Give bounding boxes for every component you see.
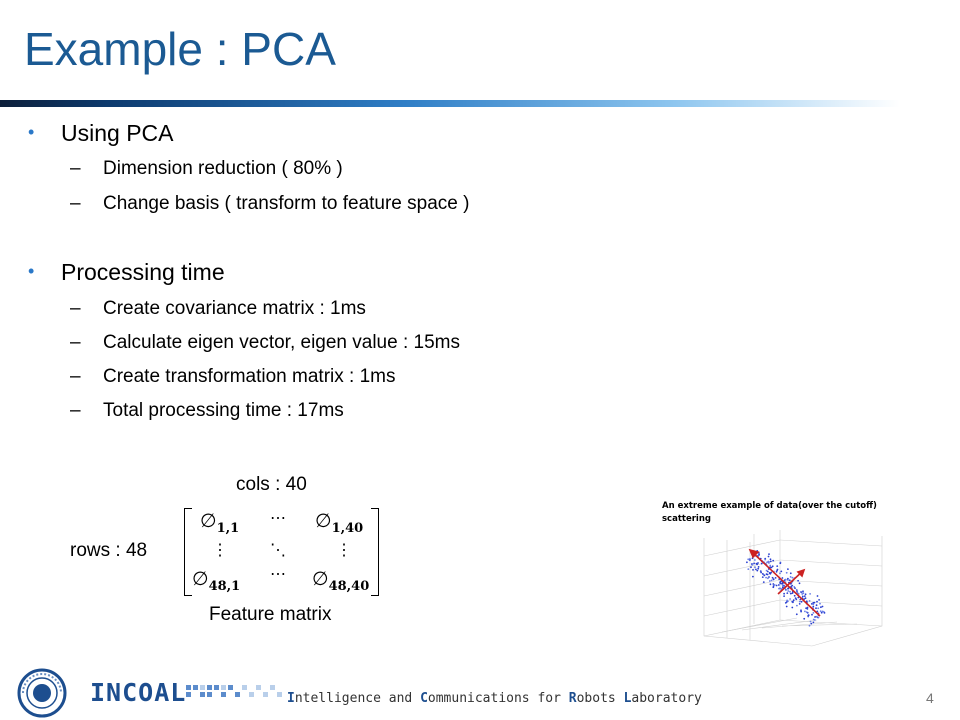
scatter-point [793, 599, 795, 601]
scatter-point [776, 565, 778, 567]
scatter-point [780, 581, 782, 583]
scatter-point [757, 562, 759, 564]
scatter-point [796, 605, 798, 607]
lab-part: aboratory [631, 691, 702, 706]
scatter-point [786, 606, 788, 608]
scatter-point [807, 607, 809, 609]
matrix-caption: Feature matrix [209, 604, 332, 625]
scatter-point [779, 583, 781, 585]
scatter-point [810, 621, 812, 623]
cell-index: 1,1 [216, 520, 240, 536]
scatter-point [787, 568, 789, 570]
scatter-point [758, 553, 760, 555]
scatter-point [754, 566, 756, 568]
bullet-dot: • [28, 261, 35, 281]
scatter-point [778, 584, 780, 586]
sub-bullet [70, 298, 366, 320]
scatter-point [797, 580, 799, 582]
scatter-point [779, 572, 781, 574]
scatter-point [801, 601, 803, 603]
feature-matrix [60, 470, 420, 640]
scatter-point [770, 561, 772, 563]
scatter-point [768, 562, 770, 564]
cols-label: cols : 40 [236, 474, 307, 495]
scatter-point [771, 567, 773, 569]
scatter-point [820, 606, 822, 608]
scatter-point [817, 595, 819, 597]
scatter-point [766, 573, 768, 575]
phi-symbol: ∅ [200, 510, 217, 532]
dash: – [70, 193, 81, 214]
scatter-point [781, 583, 783, 585]
scatter-point [815, 607, 817, 609]
incoal-logo: INCOAL [90, 678, 187, 707]
cell-top-right [315, 510, 363, 536]
scatter-point [747, 558, 749, 560]
hdots: ⋯ [270, 508, 286, 527]
scatter-point [755, 569, 757, 571]
lab-initial: C [420, 691, 428, 706]
sub-bullet [70, 193, 470, 215]
lab-part: ntelligence and [294, 691, 421, 706]
cell-bottom-right [312, 568, 369, 594]
sub-text: Create transformation matrix : 1ms [103, 366, 396, 387]
scatter-point [749, 559, 751, 561]
scatter-point [790, 572, 792, 574]
cell-top-left [200, 510, 239, 536]
scatter-point [785, 602, 787, 604]
scatter-point [786, 592, 788, 594]
hdots: ⋯ [270, 564, 286, 583]
scatter-point [816, 601, 818, 603]
left-bracket [184, 508, 192, 596]
dash: – [70, 366, 81, 387]
scatter-point [819, 603, 821, 605]
dash: – [70, 298, 81, 319]
scatter-point [753, 563, 755, 565]
scatter-point [775, 577, 777, 579]
bullet-processing-time [28, 259, 225, 286]
scatter-point [785, 589, 787, 591]
scatter-point [750, 566, 752, 568]
lab-initial: L [623, 691, 632, 706]
scatter-point [762, 576, 764, 578]
scatter-point [752, 576, 754, 578]
scatter-point [780, 571, 782, 573]
scatter-point [768, 553, 770, 555]
scatter-point [813, 612, 815, 614]
scatter-point [786, 600, 788, 602]
sub-bullet [70, 332, 460, 354]
right-bracket [371, 508, 379, 596]
scatter-point [789, 579, 791, 581]
sub-bullet [70, 400, 344, 422]
bullet-dot: • [28, 122, 35, 142]
scatter-point [773, 579, 775, 581]
scatter-point [792, 577, 794, 579]
dash: – [70, 332, 81, 353]
scatter-point [761, 563, 763, 565]
scatter-point [799, 601, 801, 603]
scatter-point [804, 611, 806, 613]
scatter-point [794, 587, 796, 589]
scatter-point [802, 596, 804, 598]
scatter-point [789, 598, 791, 600]
title-underline [0, 100, 900, 107]
scatter-point [806, 611, 808, 613]
scatter-point [765, 577, 767, 579]
scatter-point [809, 593, 811, 595]
sub-text: Change basis ( transform to feature space ) [103, 193, 470, 214]
phi-symbol: ∅ [192, 568, 209, 590]
sub-text: Create covariance matrix : 1ms [103, 298, 366, 319]
bullet-text: Processing time [61, 259, 225, 285]
scatter-point [791, 607, 793, 609]
rows-label: rows : 48 [70, 540, 148, 561]
scatter-point [772, 560, 774, 562]
scatter-point [777, 569, 779, 571]
scatter-point [763, 581, 765, 583]
scatter-point [817, 607, 819, 609]
scatter-point [789, 591, 791, 593]
scatter-point [747, 568, 749, 570]
lab-initial: I [287, 691, 295, 706]
sub-bullet [70, 158, 343, 180]
scatter-point [764, 559, 766, 561]
dash: – [70, 158, 81, 179]
university-seal-icon [15, 668, 69, 718]
scatter-point [760, 572, 762, 574]
scatter-point [821, 612, 823, 614]
lab-name [287, 691, 702, 706]
scatter-point [792, 601, 794, 603]
scatter-point [783, 595, 785, 597]
scatter-point [786, 572, 788, 574]
vdots: ⋮ [336, 540, 352, 559]
scatter-point [809, 600, 811, 602]
scatter-point [776, 571, 778, 573]
scatter-point [803, 592, 805, 594]
scatter-point [799, 582, 801, 584]
scatter-point [820, 610, 822, 612]
vdots: ⋮ [212, 540, 228, 559]
ddots: ⋱ [270, 540, 286, 559]
scatter-point [778, 588, 780, 590]
scatter-point [782, 577, 784, 579]
scatter-point [757, 568, 759, 570]
cell-index: 1,40 [331, 520, 364, 536]
sub-text: Total processing time : 17ms [103, 400, 344, 421]
scatter-point [769, 565, 771, 567]
scatter-points [746, 550, 825, 627]
slide-title: Example : PCA [24, 23, 336, 75]
scatter-point [770, 558, 772, 560]
scatter-point [783, 593, 785, 595]
scatter-point [813, 622, 815, 624]
scatter-point [799, 603, 801, 605]
scatter-point [814, 616, 816, 618]
scatter-point [787, 588, 789, 590]
scatter-point [800, 609, 802, 611]
scatter-point [794, 595, 796, 597]
scatter-point [769, 580, 771, 582]
scatter-point [768, 556, 770, 558]
inset-caption: An extreme example of data(over the cutoff) scattering [662, 501, 877, 524]
scatter-point [771, 580, 773, 582]
scatter-point [812, 606, 814, 608]
scatter-point [796, 613, 798, 615]
lab-initial: R [568, 691, 577, 706]
scatter-point [790, 576, 792, 578]
scatter-point [752, 569, 754, 571]
scatter-point [818, 599, 820, 601]
scatter-point [792, 592, 794, 594]
scatter-point [818, 617, 820, 619]
phi-symbol: ∅ [315, 510, 332, 532]
scatter-point [767, 577, 769, 579]
scatter-point [774, 584, 776, 586]
scatter-point [762, 573, 764, 575]
scatter-point [811, 614, 813, 616]
lab-part: ommunications for [427, 691, 569, 706]
scatter-point [814, 602, 816, 604]
scatter-point [754, 559, 756, 561]
scatter-point [766, 570, 768, 572]
scatter-point [816, 604, 818, 606]
scatter-point [770, 583, 772, 585]
scatter-point [787, 590, 789, 592]
scatter-point [764, 575, 766, 577]
scatter-point [785, 579, 787, 581]
scatter-point [756, 570, 758, 572]
sub-text: Calculate eigen vector, eigen value : 15ms [103, 332, 460, 353]
scatter-point [814, 619, 816, 621]
scatter-point [800, 591, 802, 593]
scatter-point [772, 577, 774, 579]
scatter-point [809, 625, 811, 627]
scatter-point [769, 573, 771, 575]
scatter-point [803, 618, 805, 620]
scatter-point [812, 603, 814, 605]
bullet-using-pca [28, 120, 174, 147]
cell-bottom-left [192, 568, 240, 594]
scatter-point [790, 593, 792, 595]
sub-text: Dimension reduction ( 80% ) [103, 158, 343, 179]
cell-index: 48,40 [328, 578, 370, 594]
scatter-plot-3d [692, 528, 892, 658]
scatter-point [808, 614, 810, 616]
scatter-point [758, 566, 760, 568]
scatter-point [746, 561, 748, 563]
scatter-point [779, 562, 781, 564]
scatter-point [802, 590, 804, 592]
scatter-point [756, 563, 758, 565]
bullet-text: Using PCA [61, 120, 174, 146]
scatter-point [824, 612, 826, 614]
dash: – [70, 400, 81, 421]
scatter-point [804, 595, 806, 597]
scatter-point [752, 563, 754, 565]
page-number: 4 [926, 690, 934, 706]
scatter-point [795, 597, 797, 599]
cell-index: 48,1 [208, 578, 241, 594]
scatter-point [796, 590, 798, 592]
sub-bullet [70, 366, 396, 388]
phi-symbol: ∅ [312, 568, 329, 590]
scatter-point [787, 578, 789, 580]
scatter-point [776, 585, 778, 587]
pixel-pattern-logo [186, 685, 282, 699]
scatter-point [822, 606, 824, 608]
scatter-point [810, 623, 812, 625]
lab-part: obots [576, 691, 624, 706]
scatter-point [805, 593, 807, 595]
